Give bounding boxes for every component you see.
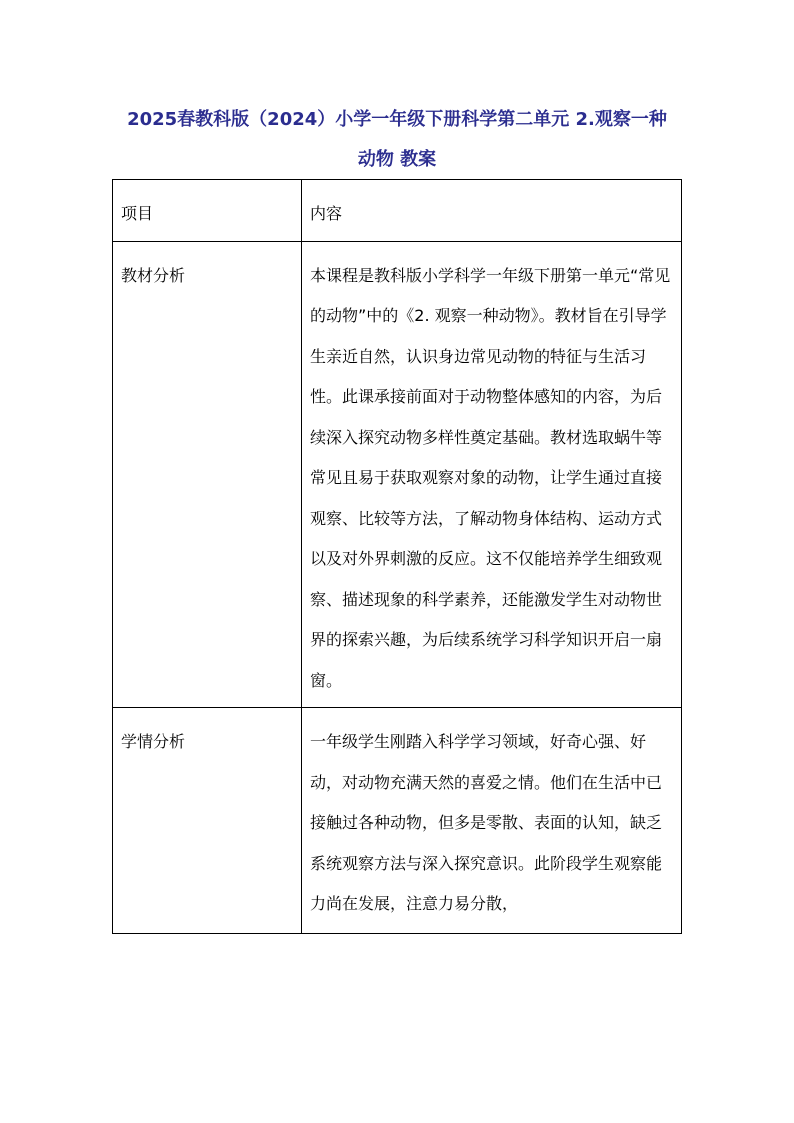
table-header-row [113, 180, 682, 242]
header-content-label: 内容 [310, 204, 343, 223]
row-content-student-analysis: 一年级学生刚踏入科学学习领域，好奇心强、好动，对动物充满天然的喜爱之情。他们在生活中已接触过各种动物，但多是零散、表面的认知，缺乏系统观察方法与深入探究意识。此阶段学生观察能力尚在发展，注意力易分散， [310, 732, 663, 913]
row-content-cell [302, 708, 682, 934]
header-cell-item [113, 180, 302, 242]
row-content-clip [310, 722, 673, 927]
row-label-cell [113, 241, 302, 708]
row-content-cell [302, 241, 682, 708]
row-label-textbook-analysis: 教材分析 [121, 265, 186, 285]
lesson-plan-table [112, 179, 682, 934]
table-row-student-analysis [113, 708, 682, 934]
table-row-textbook-analysis [113, 241, 682, 708]
row-label-student-analysis: 学情分析 [121, 732, 186, 751]
header-item-label: 项目 [121, 204, 154, 223]
row-label-cell [113, 708, 302, 934]
row-content-textbook-analysis: 本课程是教科版小学科学一年级下册第一单元“常见的动物”中的《2. 观察一种动物》。教材旨在引导学生亲近自然，认识身边常见动物的特征与生活习性。此课承接前面对于动物整体感知的内容，为后续深入探究动物多样性奠定基础。教材选取蜗牛等常见且易于获取观察对象的动物，让学生通过直接观察、比较等方法，了解动物身体结构、运动方式以及对外界刺激的反应。这不仅能培养学生细致观察、描述现象的科学素养，还能激发学生对动物世界的探索兴趣，为后续系统学习科学知识开启一扇窗。 [310, 265, 671, 690]
document-title [112, 100, 682, 180]
header-cell-content [302, 180, 682, 242]
document-title-line-1: 2025春教科版（2024）小学一年级下册科学第二单元 2.观察一种 [127, 109, 667, 130]
document-title-line-2: 动物 教案 [357, 149, 437, 170]
